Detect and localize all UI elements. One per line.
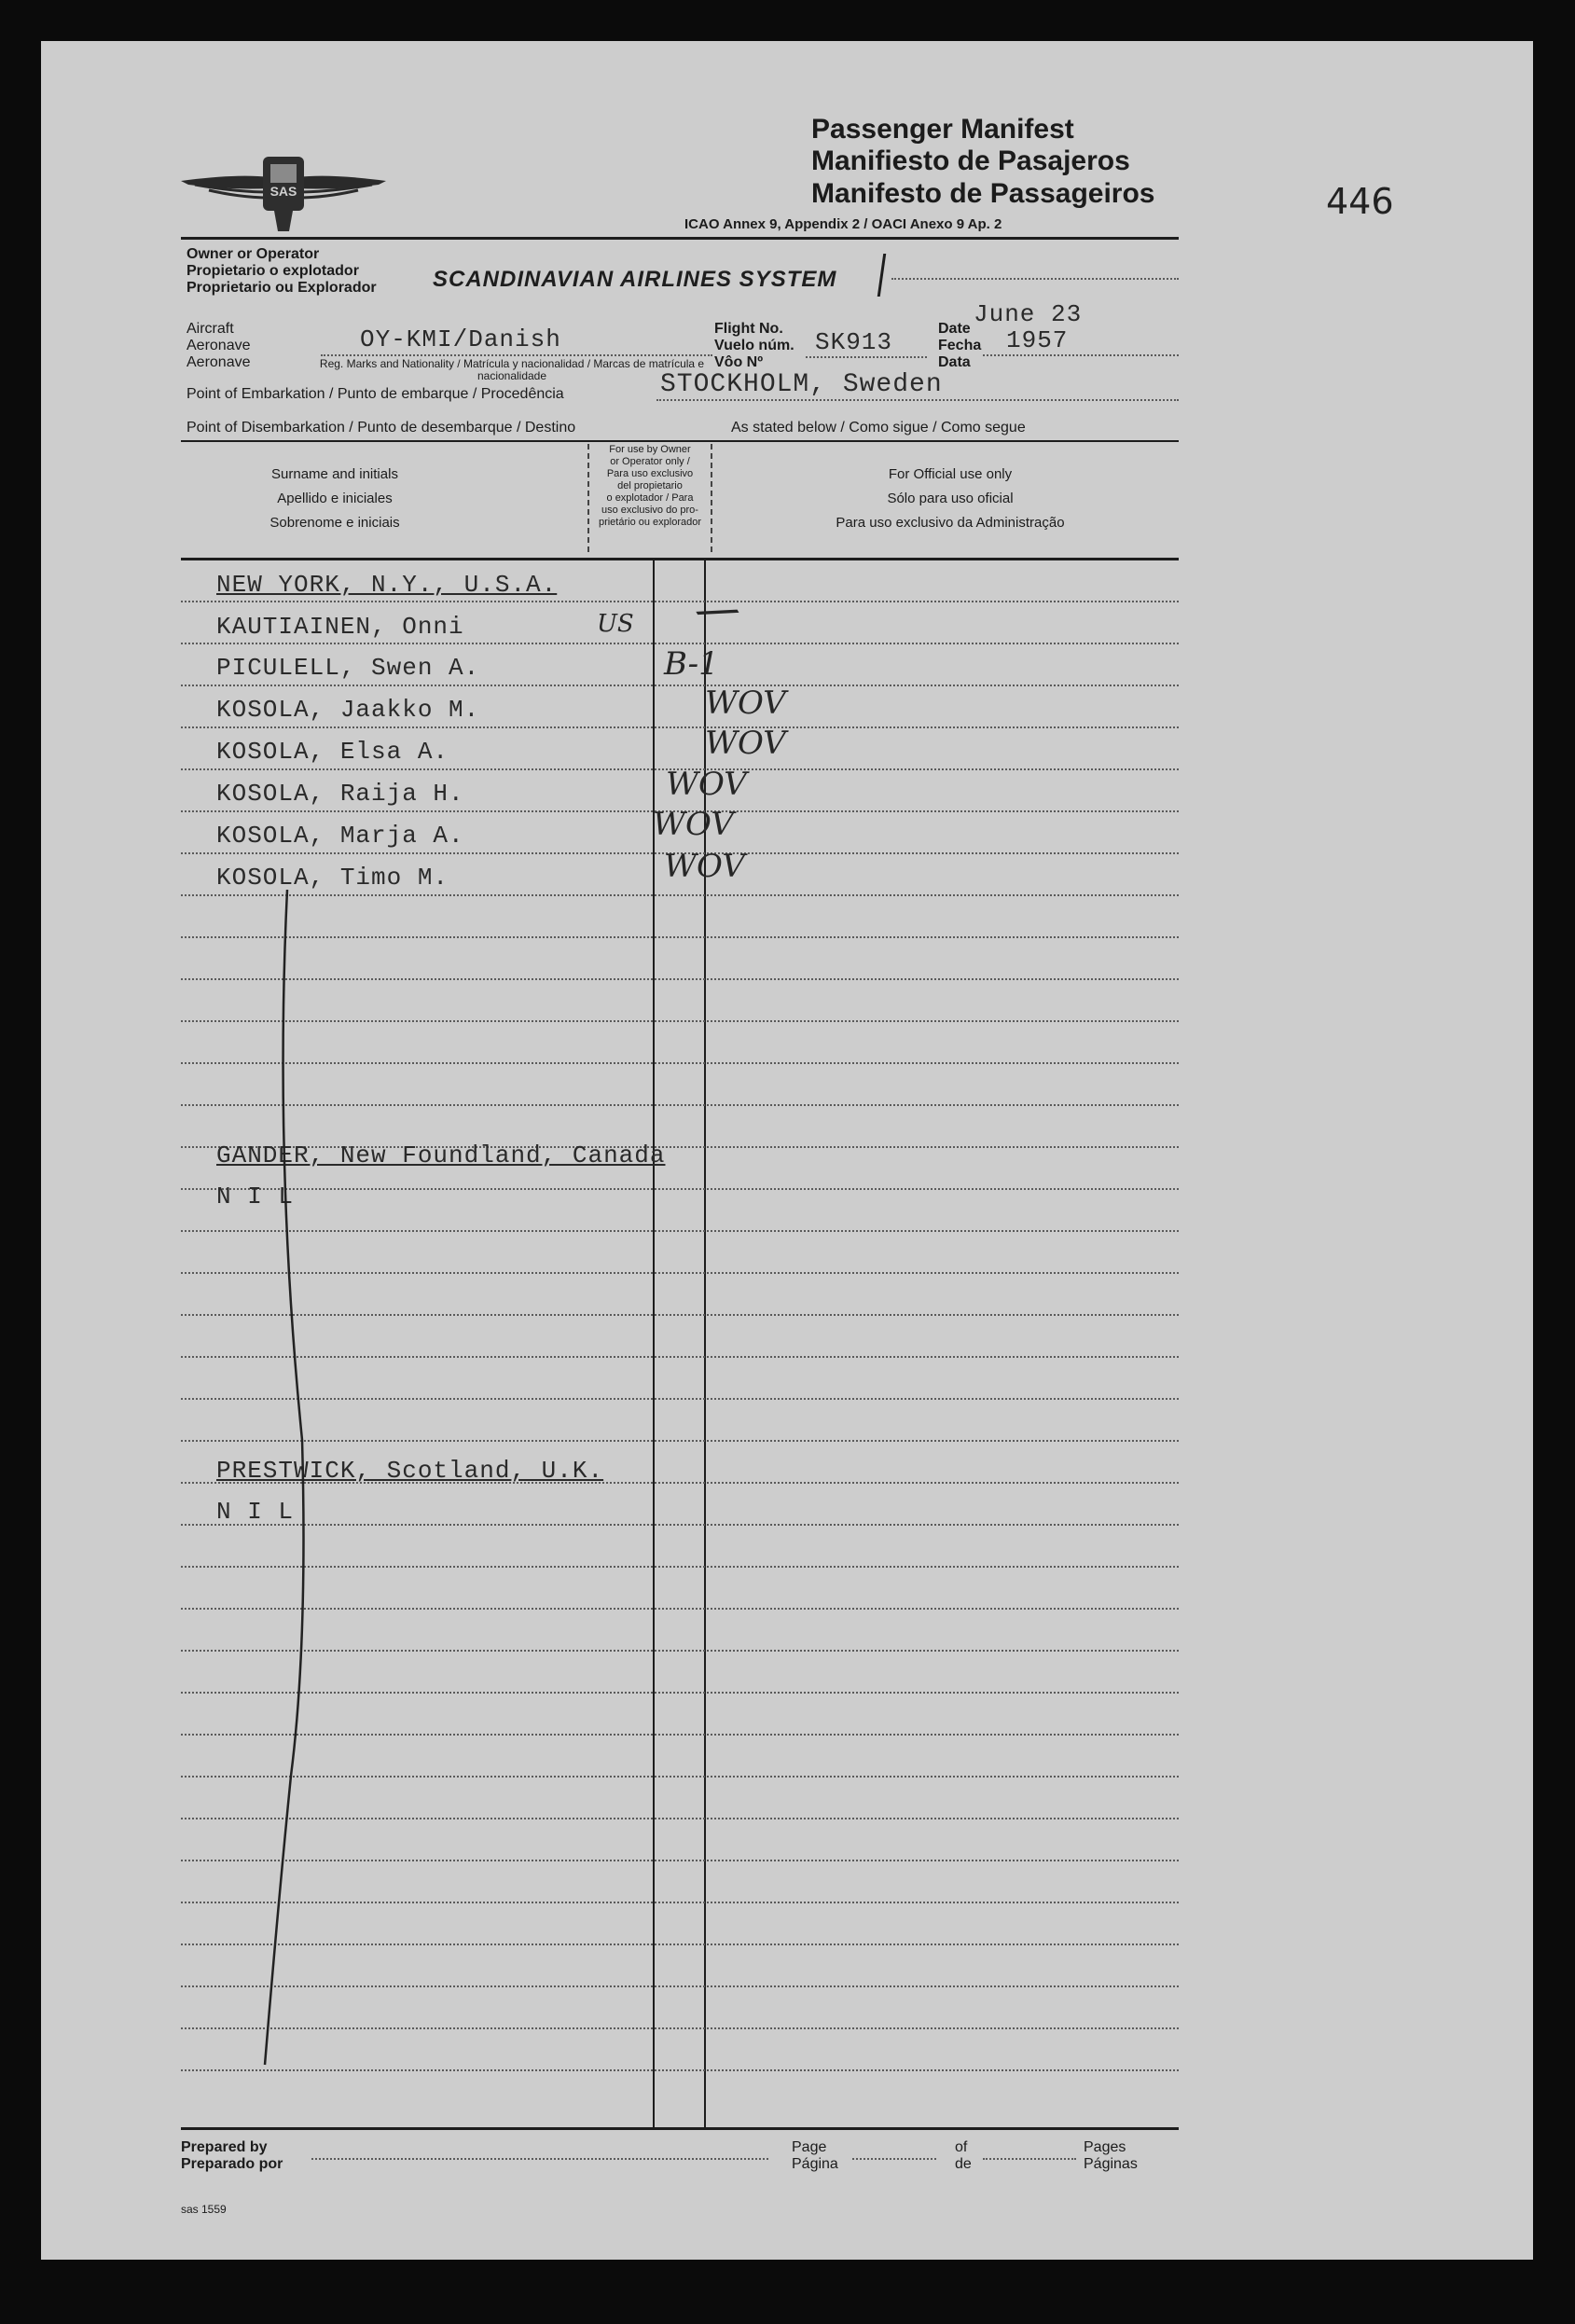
operator-column-header: For use by Owner or Operator only / Para uso exclusivo del propietario o explotador / Para uso exclusivo do pro- prietário ou explorador [587, 444, 712, 552]
manifest-sheet [41, 41, 1533, 2260]
of-label: of de [955, 2139, 972, 2172]
ruled-line [181, 1356, 1179, 1358]
official-mark: / [691, 591, 745, 632]
passenger-name: N I L [216, 1498, 295, 1526]
prepared-by-label: Prepared by Preparado por [181, 2139, 283, 2172]
passenger-name: PICULELL, Swen A. [216, 654, 480, 682]
ruled-line [181, 1188, 1179, 1190]
flight-number: SK913 [815, 328, 893, 356]
aircraft-value: OY-KMI/Danish [360, 325, 561, 353]
official-column-header: For Official use only Sólo para uso oficial Para uso exclusivo da Administração [836, 466, 1065, 531]
ruled-line [181, 1398, 1179, 1400]
footer-rule [181, 2127, 1179, 2130]
official-mark: WOV [666, 766, 747, 803]
official-mark: B-1 [664, 645, 719, 683]
date-year: 1957 [1006, 326, 1069, 354]
ruled-line [181, 601, 1179, 602]
ruled-line [181, 1020, 1179, 1022]
header-rule [181, 237, 1179, 240]
ruled-line [181, 726, 1179, 728]
disembarkation-value: As stated below / Como sigue / Como segue [731, 420, 1026, 436]
ruled-line [181, 1566, 1179, 1568]
ruled-line [181, 1608, 1179, 1610]
ruled-line [181, 894, 1179, 896]
ruled-line [181, 1440, 1179, 1442]
ruled-line [181, 643, 1179, 644]
owner-separator [877, 254, 886, 297]
ruled-line [181, 1734, 1179, 1736]
operator-column-left [653, 560, 655, 2127]
ruled-line [181, 978, 1179, 980]
ruled-line [181, 1524, 1179, 1526]
official-mark: WOV [664, 848, 745, 885]
ruled-line [181, 1314, 1179, 1316]
section-destination: PRESTWICK, Scotland, U.K. [216, 1457, 604, 1485]
title-es: Manifiesto de Pasajeros [811, 145, 1130, 176]
passenger-name: KOSOLA, Elsa A. [216, 738, 449, 766]
date-label: Date Fecha Data [938, 321, 982, 370]
section-destination: GANDER, New Foundland, Canada [216, 1141, 666, 1169]
page-label: Page Página [792, 2139, 838, 2172]
page-number: 446 [1326, 181, 1394, 222]
ruled-line [181, 1272, 1179, 1274]
operator-mark: US [597, 610, 634, 638]
owner-value: SCANDINAVIAN AIRLINES SYSTEM [433, 267, 837, 292]
embarkation-value: STOCKHOLM, Sweden [660, 370, 943, 399]
ruled-line [181, 1230, 1179, 1232]
ruled-line [181, 2069, 1179, 2071]
passenger-name: N I L [216, 1183, 295, 1210]
title-en: Passenger Manifest [811, 114, 1074, 145]
ruled-line [181, 1692, 1179, 1694]
ruled-line [181, 2027, 1179, 2029]
official-mark: WOV [705, 725, 786, 762]
ruled-line [181, 1944, 1179, 1945]
ruled-line [181, 1860, 1179, 1861]
ruled-line [181, 1104, 1179, 1106]
logo-text: SAS [269, 184, 297, 199]
date-day: June 23 [974, 300, 1083, 328]
form-number: sas 1559 [181, 2203, 227, 2216]
owner-label: Owner or Operator Propietario o explotador Proprietario ou Explorador [187, 246, 377, 296]
ruled-line [181, 1650, 1179, 1652]
ruled-line [181, 1062, 1179, 1064]
aircraft-label: Aircraft Aeronave Aeronave [187, 321, 251, 370]
reg-marks-label: Reg. Marks and Nationality / Matrícula y nacionalidad / Marcas de matrícula e nacionalidade [319, 357, 705, 382]
passenger-name: KAUTIAINEN, Onni [216, 613, 464, 641]
ruled-line [181, 1985, 1179, 1987]
title-pt: Manifesto de Passageiros [811, 178, 1155, 209]
official-mark: WOV [705, 685, 786, 722]
official-mark: WOV [653, 806, 734, 843]
passenger-name: KOSOLA, Jaakko M. [216, 696, 480, 724]
passenger-name: KOSOLA, Marja A. [216, 822, 464, 850]
disembarkation-label: Point of Disembarkation / Punto de desembarque / Destino [187, 420, 576, 436]
table-top-rule [181, 558, 1179, 560]
sas-logo [181, 153, 386, 237]
passenger-name: KOSOLA, Timo M. [216, 864, 449, 892]
ruled-line [181, 685, 1179, 686]
passenger-name: KOSOLA, Raija H. [216, 780, 464, 808]
flight-label: Flight No. Vuelo núm. Vôo Nº [714, 321, 794, 370]
handwritten-stroke [246, 880, 321, 2074]
ruled-line [181, 1818, 1179, 1819]
section-destination: NEW YORK, N.Y., U.S.A. [216, 571, 558, 599]
names-column-header: Surname and initials Apellido e iniciales Sobrenome e iniciais [269, 466, 400, 531]
ruled-line [181, 1776, 1179, 1778]
icao-annex: ICAO Annex 9, Appendix 2 / OACI Anexo 9 Ap. 2 [684, 216, 1002, 232]
pages-label: Pages Páginas [1084, 2139, 1138, 2172]
ruled-line [181, 1902, 1179, 1903]
ruled-line [181, 936, 1179, 938]
embarkation-label: Point of Embarkation / Punto de embarque / Procedência [187, 386, 564, 402]
